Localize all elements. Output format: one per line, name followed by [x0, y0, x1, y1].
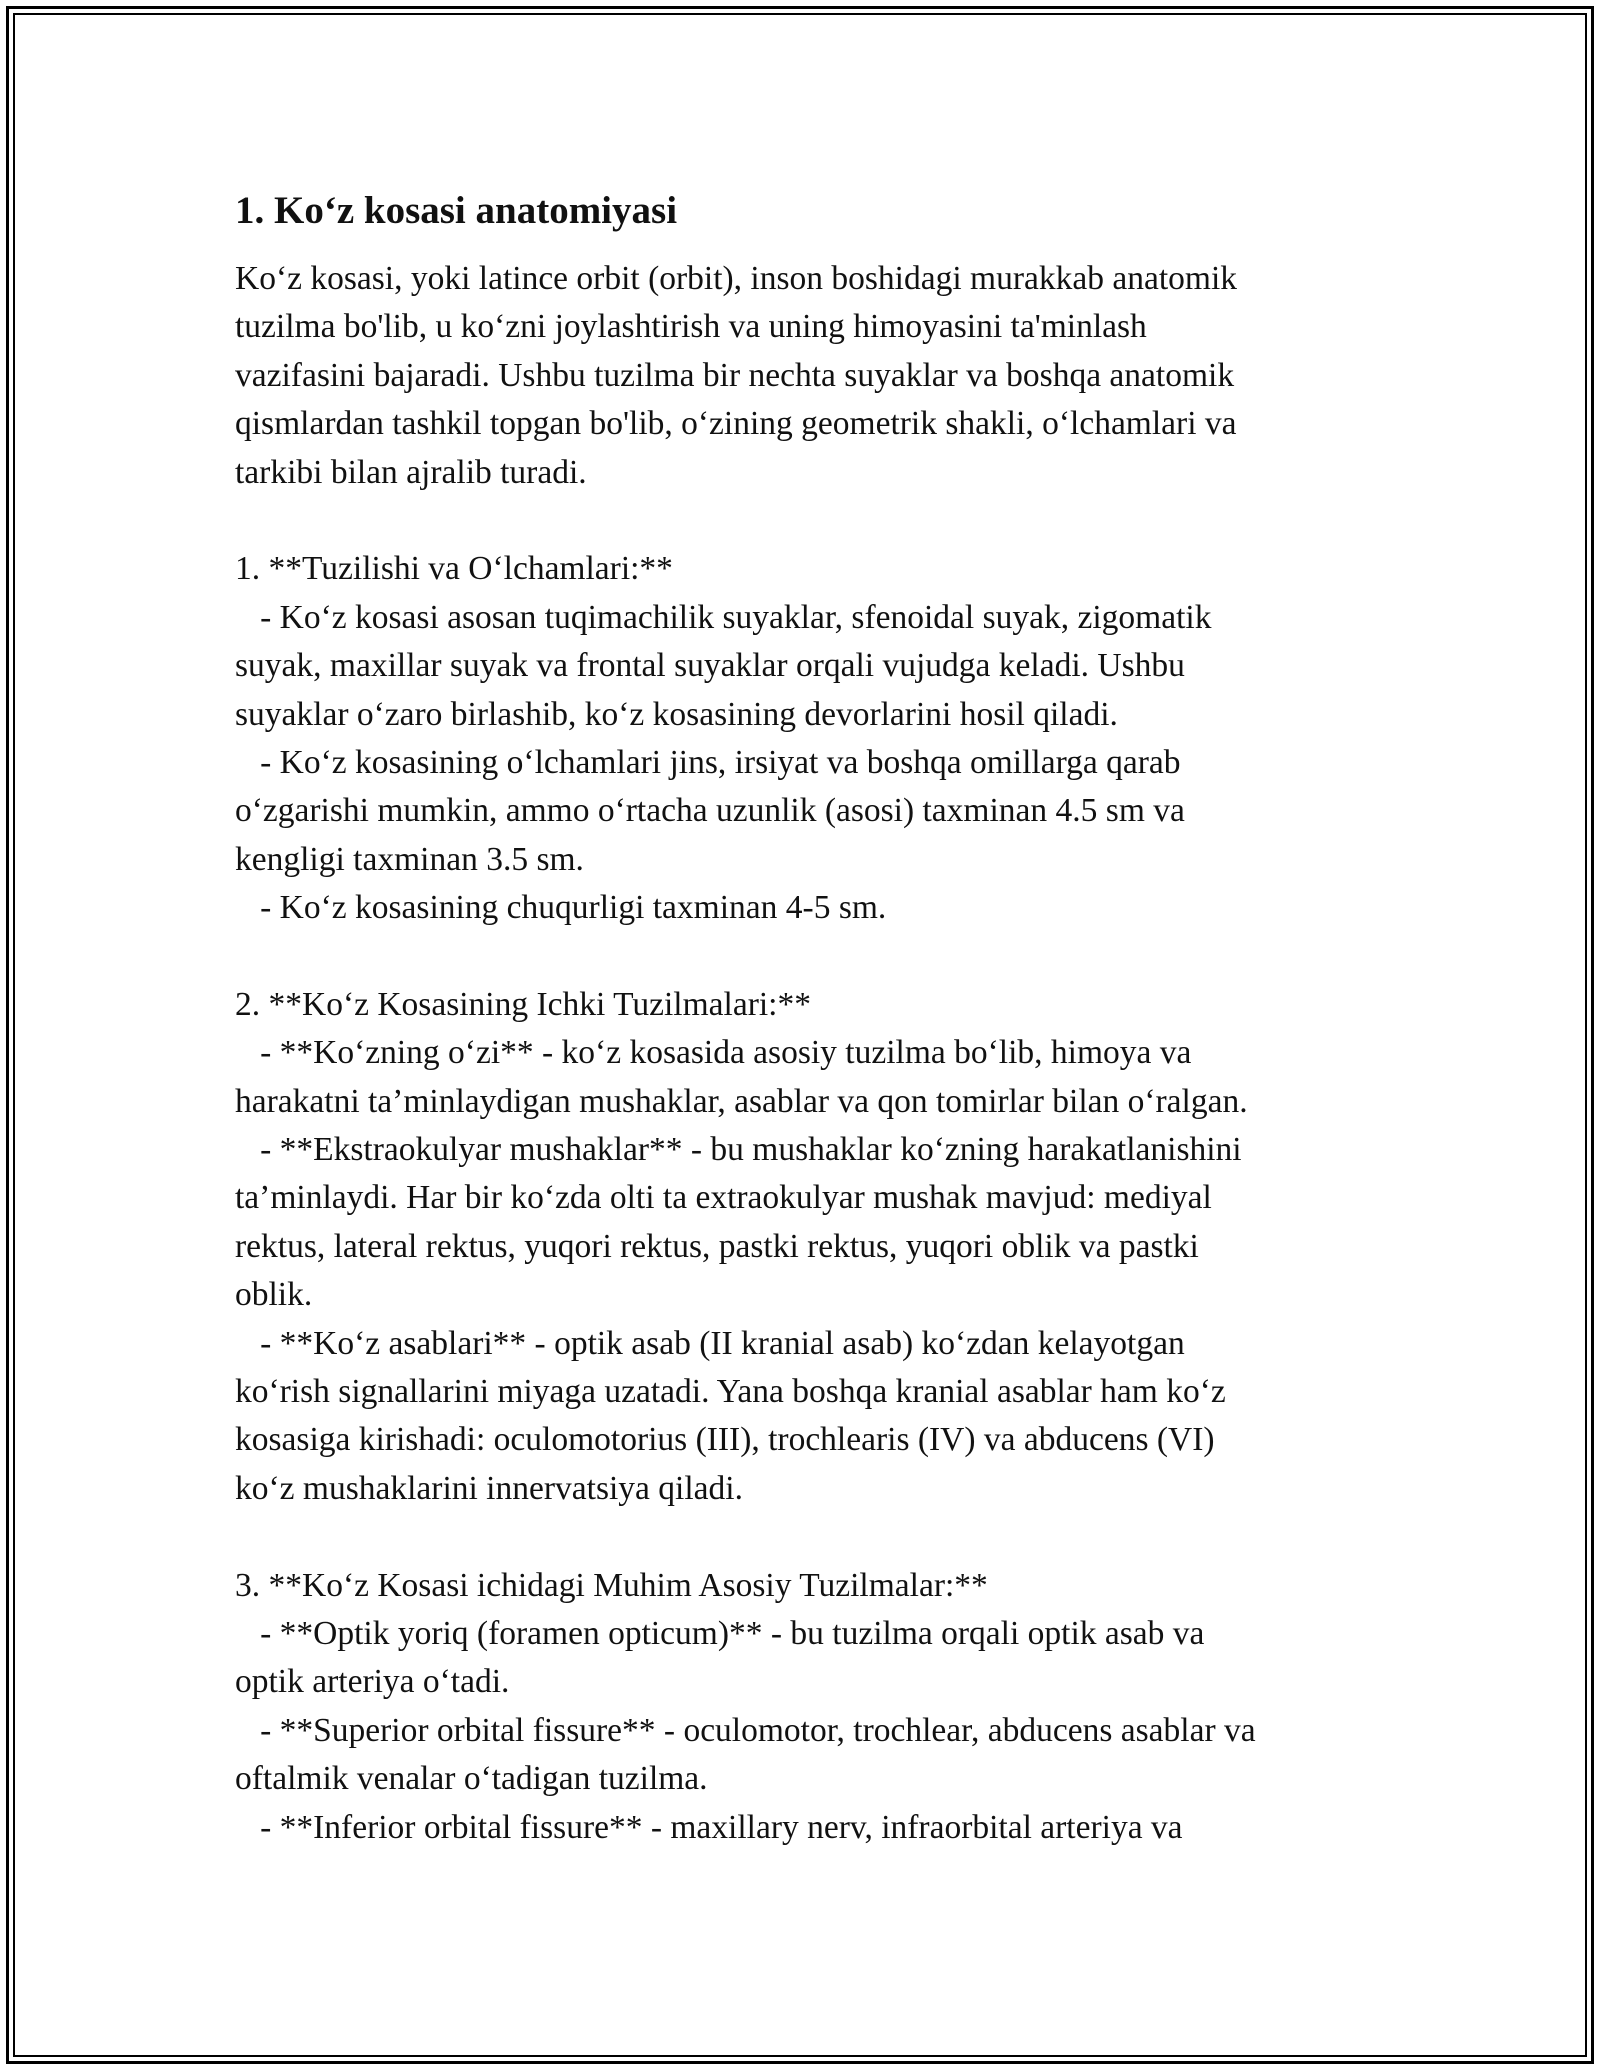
- text-line: vazifasini bajaradi. Ushbu tuzilma bir nechta suyaklar va boshqa anatomik: [235, 356, 1235, 394]
- text-line: qismlardan tashkil topgan bo'lib, o‘zining geometrik shakli, o‘lchamlari va: [235, 405, 1237, 443]
- blank-line: [235, 1513, 1375, 1561]
- text-line: oblik.: [235, 1276, 313, 1314]
- text-line: 3. **Ko‘z Kosasi ichidagi Muhim Asosiy Tuzilmalar:**: [235, 1566, 988, 1604]
- text-line: ko‘z mushaklarini innervatsiya qiladi.: [235, 1469, 743, 1507]
- text-line: - Ko‘z kosasining o‘lchamlari jins, irsiyat va boshqa omillarga qarab: [235, 743, 1181, 781]
- text-line: rektus, lateral rektus, yuqori rektus, pastki rektus, yuqori oblik va pastki: [235, 1227, 1199, 1265]
- text-line: - **Optik yoriq (foramen opticum)** - bu tuzilma orqali optik asab va: [235, 1614, 1205, 1652]
- text-line: - **Ko‘z asablari** - optik asab (II kranial asab) ko‘zdan kelayotgan: [235, 1324, 1185, 1362]
- text-line: kosasiga kirishadi: oculomotorius (III), trochlearis (IV) va abducens (VI): [235, 1421, 1215, 1459]
- text-line: ko‘rish signallarini miyaga uzatadi. Yana boshqa kranial asablar ham ko‘z: [235, 1372, 1226, 1410]
- document-title: 1. Ko‘z kosasi anatomiyasi: [235, 189, 678, 232]
- text-line: - **Ko‘zning o‘zi** - ko‘z kosasida asosiy tuzilma bo‘lib, himoya va: [235, 1034, 1192, 1072]
- text-line: suyak, maxillar suyak va frontal suyaklar orqali vujudga keladi. Ushbu: [235, 647, 1185, 685]
- document-text: [235, 255, 1375, 1852]
- document-body: [235, 185, 1375, 1852]
- text-line: - Ko‘z kosasining chuqurligi taxminan 4-5 sm.: [235, 889, 887, 927]
- text-line: - Ko‘z kosasi asosan tuqimachilik suyaklar, sfenoidal suyak, zigomatik: [235, 598, 1212, 636]
- text-line: suyaklar o‘zaro birlashib, ko‘z kosasining devorlarini hosil qiladi.: [235, 695, 1118, 733]
- text-line: - **Ekstraokulyar mushaklar** - bu mushaklar ko‘zning harakatlanishini: [235, 1131, 1242, 1169]
- text-line: - **Superior orbital fissure** - oculomotor, trochlear, abducens asablar va: [235, 1711, 1256, 1749]
- text-line: oftalmik venalar o‘tadigan tuzilma.: [235, 1760, 708, 1798]
- text-line: harakatni ta’minlaydigan mushaklar, asablar va qon tomirlar bilan o‘ralgan.: [235, 1082, 1248, 1120]
- blank-line: [235, 932, 1375, 980]
- text-line: ta’minlaydi. Har bir ko‘zda olti ta extraokulyar mushak mavjud: mediyal: [235, 1179, 1212, 1217]
- text-line: 1. **Tuzilishi va O‘lchamlari:**: [235, 550, 673, 588]
- text-line: tarkibi bilan ajralib turadi.: [235, 453, 587, 491]
- text-line: - **Inferior orbital fissure** - maxillary nerv, infraorbital arteriya va: [235, 1808, 1183, 1846]
- blank-line: [235, 497, 1375, 545]
- text-line: tuzilma bo'lib, u ko‘zni joylashtirish va uning himoyasini ta'minlash: [235, 308, 1147, 346]
- text-line: optik arteriya o‘tadi.: [235, 1663, 510, 1701]
- text-line: 2. **Ko‘z Kosasining Ichki Tuzilmalari:**: [235, 985, 811, 1023]
- text-line: o‘zgarishi mumkin, ammo o‘rtacha uzunlik (asosi) taxminan 4.5 sm va: [235, 792, 1185, 830]
- text-line: Ko‘z kosasi, yoki latince orbit (orbit), inson boshidagi murakkab anatomik: [235, 260, 1238, 297]
- text-line: kengligi taxminan 3.5 sm.: [235, 840, 584, 878]
